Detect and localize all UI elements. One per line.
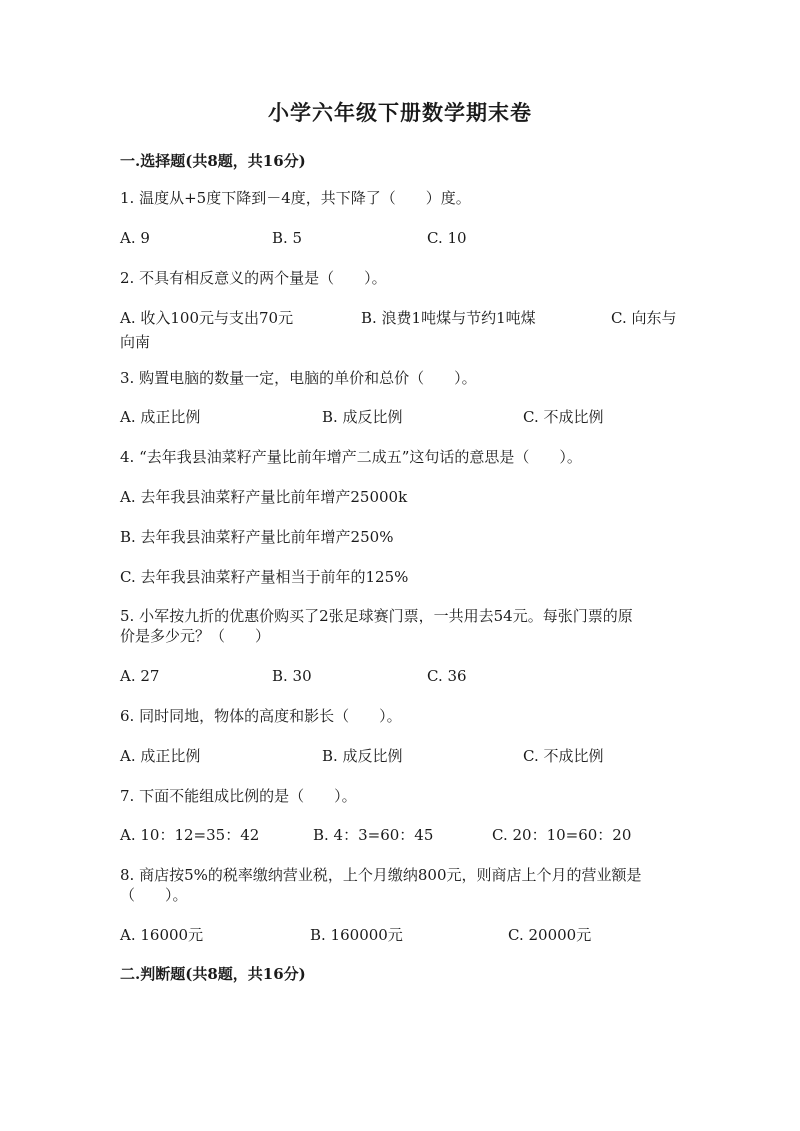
option-a: A. 成正比例	[120, 747, 201, 765]
question-3-options	[120, 405, 685, 429]
option-b: B. 去年我县油菜籽产量比前年增产250%	[120, 528, 394, 546]
question-4: 4. “去年我县油菜籽产量比前年增产二成五”这句话的意思是（ ）。	[120, 448, 582, 466]
option-c: C. 不成比例	[523, 747, 604, 765]
option-c: C. 10	[427, 229, 467, 247]
question-7-options	[120, 823, 685, 847]
option-b: B. 成反比例	[322, 747, 403, 765]
option-c: C. 20000元	[508, 926, 592, 944]
question-6-options	[120, 744, 685, 768]
option-c: C. 去年我县油菜籽产量相当于前年的125%	[120, 568, 409, 586]
question-1-options	[120, 226, 685, 250]
option-a: A. 27	[120, 667, 160, 685]
section-heading-choice: 一.选择题(共8题，共16分)	[120, 152, 306, 170]
question-2-options	[120, 306, 685, 330]
question-5-line-1: 5. 小军按九折的优惠价购买了2张足球赛门票，一共用去54元。每张门票的原	[120, 607, 633, 625]
question-1: 1. 温度从+5度下降到－4度，共下降了（ ）度。	[120, 189, 471, 207]
question-8-options	[120, 923, 685, 947]
question-5-options	[120, 664, 685, 688]
option-b: B. 160000元	[310, 926, 403, 944]
option-a: A. 9	[120, 229, 150, 247]
section-heading-judgment: 二.判断题(共8题，共16分)	[120, 965, 306, 983]
question-8-line-1: 8. 商店按5%的税率缴纳营业税，上个月缴纳800元，则商店上个月的营业额是	[120, 866, 642, 884]
option-b: B. 浪费1吨煤与节约1吨煤	[361, 309, 536, 327]
option-c: C. 向东与	[611, 309, 677, 327]
option-b: B. 4：3=60：45	[313, 826, 434, 844]
question-3: 3. 购置电脑的数量一定，电脑的单价和总价（ ）。	[120, 369, 477, 387]
option-a: A. 16000元	[120, 926, 204, 944]
option-b: B. 5	[272, 229, 303, 247]
question-7: 7. 下面不能组成比例的是（ ）。	[120, 787, 357, 805]
question-6: 6. 同时同地，物体的高度和影长（ ）。	[120, 707, 402, 725]
option-c-continued: 向南	[120, 333, 151, 351]
option-c: C. 不成比例	[523, 408, 604, 426]
option-b: B. 成反比例	[322, 408, 403, 426]
option-a: A. 成正比例	[120, 408, 201, 426]
option-a: A. 收入100元与支出70元	[120, 309, 294, 327]
question-8-line-2: （ ）。	[120, 886, 188, 904]
page-title: 小学六年级下册数学期末卷	[268, 100, 532, 125]
option-c: C. 36	[427, 667, 467, 685]
option-c: C. 20：10=60：20	[492, 826, 632, 844]
option-b: B. 30	[272, 667, 312, 685]
question-5-line-2: 价是多少元？（ ）	[120, 627, 271, 645]
option-a: A. 去年我县油菜籽产量比前年增产25000k	[120, 488, 408, 506]
question-2: 2. 不具有相反意义的两个量是（ ）。	[120, 269, 387, 287]
option-a: A. 10：12=35：42	[120, 826, 260, 844]
